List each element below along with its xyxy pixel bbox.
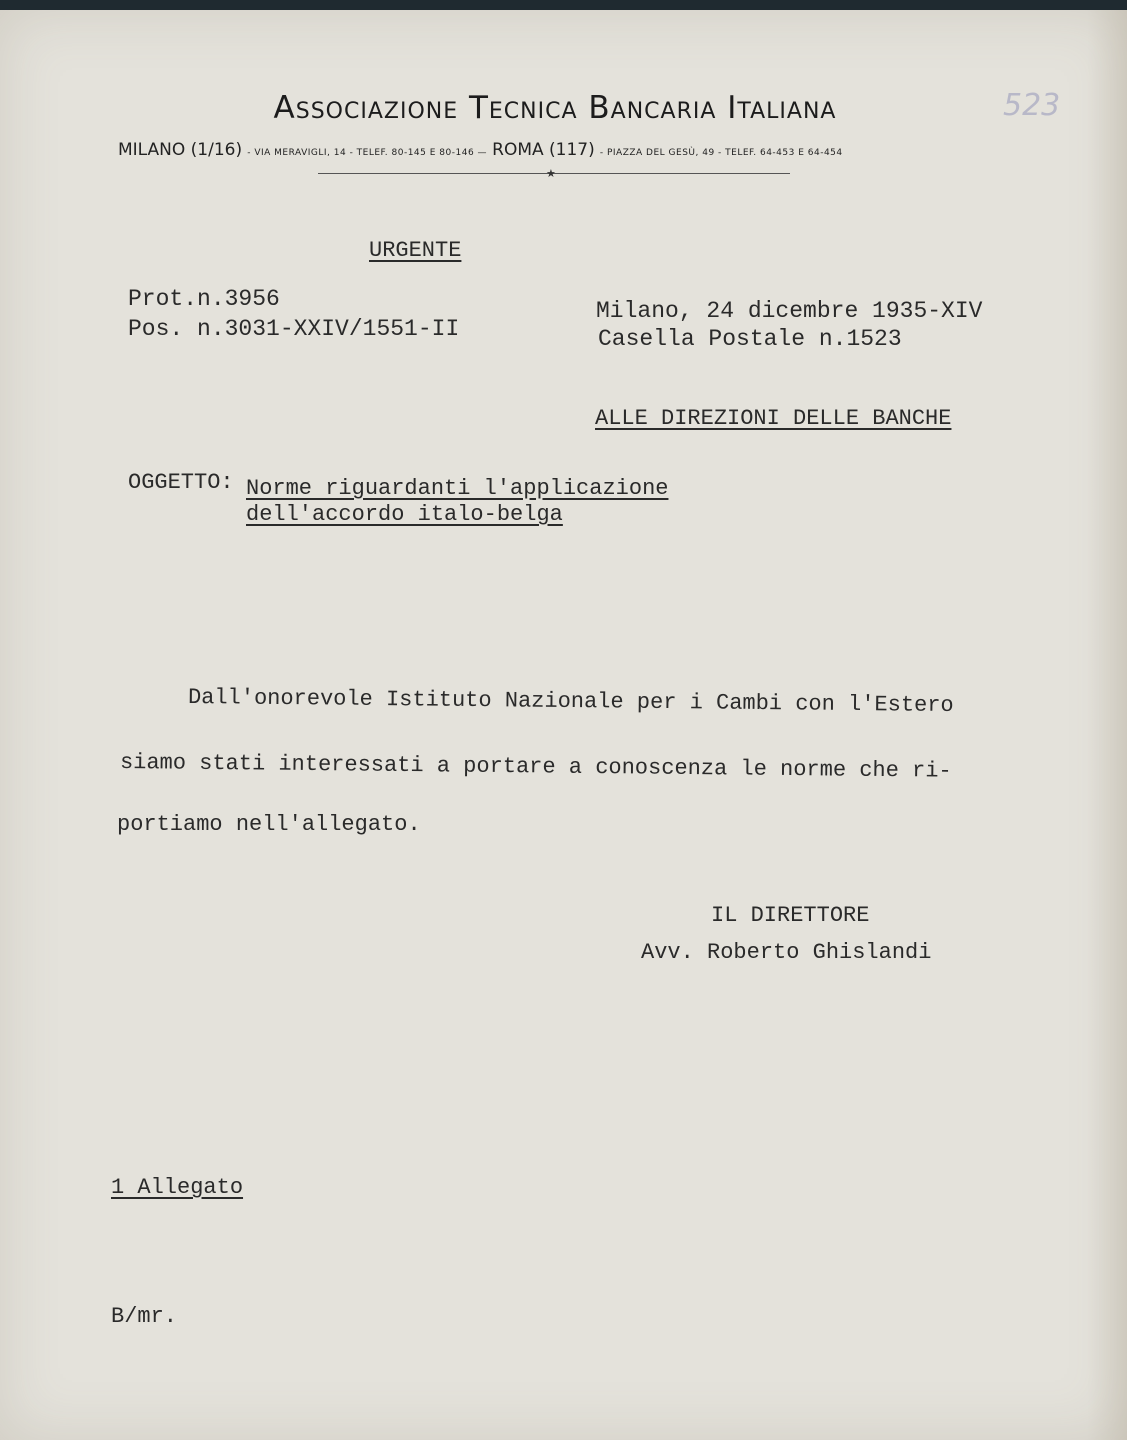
body-line-1: Dall'onorevole Istituto Nazionale per i Cambi con l'Estero xyxy=(187,685,954,719)
letterhead-address xyxy=(118,140,998,160)
position-number: Pos. n.3031-XXIV/1551-II xyxy=(128,316,460,342)
recipient-line: ALLE DIREZIONI DELLE BANCHE xyxy=(595,406,952,431)
subject-line-1: Norme riguardanti l'applicazione xyxy=(246,476,669,501)
letterhead-title: Associazione Tecnica Bancaria Italiana xyxy=(273,90,837,126)
body-line-3: portiamo nell'allegato. xyxy=(117,812,421,837)
signature-name: Avv. Roberto Ghislandi xyxy=(641,940,932,965)
urgent-label: URGENTE xyxy=(369,238,462,263)
milano-address: - VIA MERAVIGLI, 14 - TELEF. 80-145 E 80-146 — xyxy=(247,148,488,158)
reference-initials: B/mr. xyxy=(111,1304,178,1329)
protocol-number: Prot.n.3956 xyxy=(128,286,280,312)
date-line: Milano, 24 dicembre 1935-XIV xyxy=(596,298,983,324)
letter-page xyxy=(0,10,1127,1440)
signature-title: IL DIRETTORE xyxy=(711,903,870,928)
roma-address: - PIAZZA DEL GESÙ, 49 - TELEF. 64-453 E 64-454 xyxy=(599,148,843,158)
subject-label: OGGETTO: xyxy=(128,470,234,495)
milano-label: MILANO (1/16) xyxy=(118,140,243,160)
attachment-note: 1 Allegato xyxy=(111,1175,244,1200)
roma-label: ROMA (117) xyxy=(492,140,595,160)
archive-number: 523 xyxy=(1003,88,1061,123)
body-line-2: siamo stati interessati a portare a conoscenza le norme che ri- xyxy=(119,750,952,784)
postal-box: Casella Postale n.1523 xyxy=(598,326,902,352)
star-icon: ★ xyxy=(546,167,556,180)
subject-line-2: dell'accordo italo-belga xyxy=(246,502,563,527)
